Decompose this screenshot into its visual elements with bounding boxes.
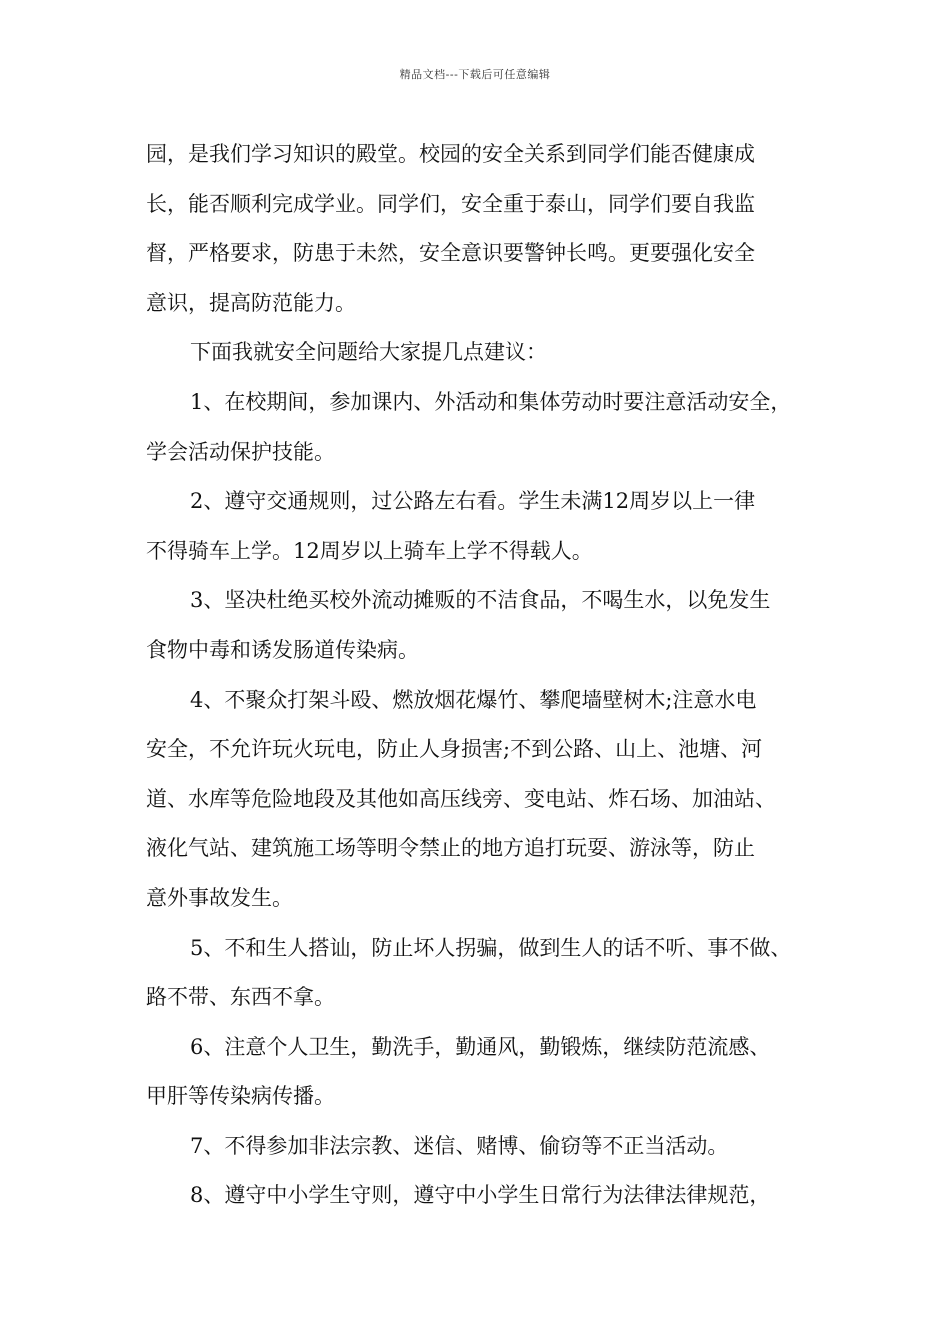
text-line: 8、遵守中小学生守则，遵守中小学生日常行为法律法律规范， [190, 1183, 771, 1208]
text-line: 督，严格要求，防患于未然，安全意识要警钟长鸣。更要强化安全 [146, 241, 755, 266]
document-body [146, 130, 836, 1221]
text-line: 学会活动保护技能。 [146, 439, 335, 464]
text-line: 意识，提高防范能力。 [146, 290, 356, 315]
text-line: 长，能否顺利完成学业。同学们，安全重于泰山，同学们要自我监 [146, 191, 755, 216]
text-line: 液化气站、建筑施工场等明令禁止的地方追打玩耍、游泳等，防止 [146, 836, 755, 861]
text-line: 7、不得参加非法宗教、迷信、赌博、偷窃等不正当活动。 [190, 1133, 729, 1158]
text-line: 园，是我们学习知识的殿堂。校园的安全关系到同学们能否健康成 [146, 142, 755, 166]
text-line: 食物中毒和诱发肠道传染病。 [146, 637, 419, 662]
text-line: 5、不和生人搭讪，防止坏人拐骗，做到生人的话不听、事不做、 [190, 935, 792, 960]
document-header: 精品文档---下载后可任意编辑 [399, 68, 551, 81]
text-line: 甲肝等传染病传播。 [146, 1084, 335, 1109]
text-line: 2、遵守交通规则，过公路左右看。学生未满12周岁以上一律 [190, 489, 756, 514]
text-line: 道、水库等危险地段及其他如高压线旁、变电站、炸石场、加油站、 [146, 786, 776, 811]
text-line: 路不带、东西不拿。 [146, 985, 335, 1010]
text-line: 4、不聚众打架斗殴、燃放烟花爆竹、攀爬墙壁树木;注意水电 [190, 687, 757, 712]
text-line: 不得骑车上学。12周岁以上骑车上学不得载人。 [146, 538, 593, 563]
text-line: 意外事故发生。 [146, 885, 293, 910]
text-line: 1、在校期间，参加课内、外活动和集体劳动时要注意活动安全， [190, 389, 792, 414]
text-line: 3、坚决杜绝买校外流动摊贩的不洁食品，不喝生水，以免发生 [190, 588, 771, 613]
text-line: 6、注意个人卫生，勤洗手，勤通风，勤锻炼，继续防范流感、 [190, 1034, 771, 1059]
text-line: 下面我就安全问题给大家提几点建议： [190, 340, 547, 365]
text-line: 安全，不允许玩火玩电，防止人身损害;不到公路、山上、池塘、河 [146, 737, 763, 762]
